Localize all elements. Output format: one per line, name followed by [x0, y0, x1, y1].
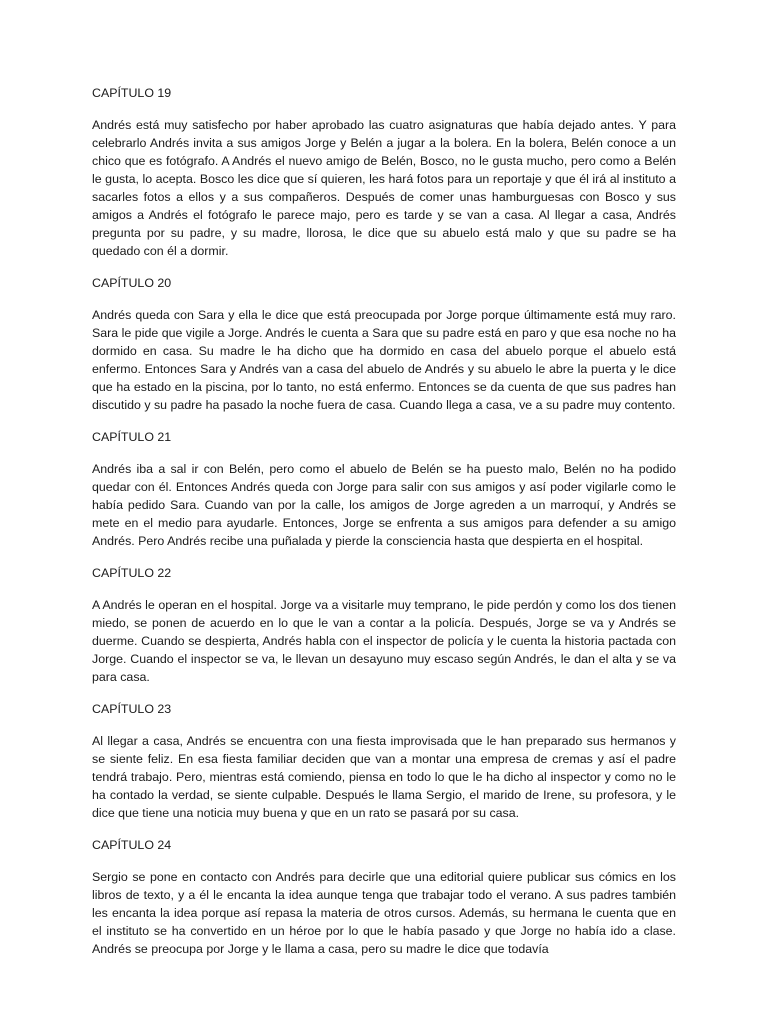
chapter-text: Andrés está muy satisfecho por haber aprobado las cuatro asignaturas que había dejado antes. Y para celebrarlo Andrés invita a sus amigos Jorge y Belén a jugar a la bolera. En la bolera, Belén conoce a un chico que es fotógrafo. A Andrés el nuevo amigo de Belén, Bosco, no le gusta mucho, pero como a Belén le gusta, lo acepta. Bosco les dice que sí quieren, les hará fotos para un reportaje y que él irá al instituto a sacarles fotos a ellos y a sus compañeros. Después de comer unas hamburguesas con Bosco y sus amigos a Andrés el fotógrafo le parece majo, pero es tarde y se van a casa. Al llegar a casa, Andrés pregunta por su padre, y su madre, llorosa, le dice que su abuelo está malo y que su padre se ha quedado con él a dormir. — [92, 118, 676, 258]
chapter-title: CAPÍTULO 22 — [92, 566, 172, 580]
chapter-24 — [92, 836, 676, 958]
chapter-title: CAPÍTULO 24 — [92, 838, 172, 852]
chapter-text: Al llegar a casa, Andrés se encuentra con una fiesta improvisada que le han preparado sus hermanos y se siente feliz. En esa fiesta familiar deciden que van a montar una empresa de cremas y así el padre tendrá trabajo. Pero, mientras está comiendo, piensa en todo lo que le ha dicho al inspector y como no le ha contado la verdad, se siente culpable. Después le llama Sergio, el marido de Irene, su profesora, y le dice que tiene una noticia muy buena y que en un rato se pasará por su casa. — [92, 734, 676, 820]
chapter-text: Andrés iba a sal ir con Belén, pero como el abuelo de Belén se ha puesto malo, Belén no ha podido quedar con él. Entonces Andrés queda con Jorge para salir con sus amigos y así poder vigilarle como le había pedido Sara. Cuando van por la calle, los amigos de Jorge agreden a un marroquí, y Andrés se mete en el medio para ayudarle. Entonces, Jorge se enfrenta a sus amigos para defender a su amigo Andrés. Pero Andrés recibe una puñalada y pierde la consciencia hasta que despierta en el hospital. — [92, 462, 676, 548]
chapter-19 — [92, 84, 676, 260]
chapter-20 — [92, 274, 676, 414]
chapter-title: CAPÍTULO 21 — [92, 430, 172, 444]
chapter-title: CAPÍTULO 20 — [92, 276, 172, 290]
chapter-title: CAPÍTULO 23 — [92, 702, 172, 716]
chapter-21 — [92, 428, 676, 550]
chapter-22 — [92, 564, 676, 686]
chapter-title: CAPÍTULO 19 — [92, 86, 172, 100]
chapter-text: Andrés queda con Sara y ella le dice que está preocupada por Jorge porque últimamente está muy raro. Sara le pide que vigile a Jorge. Andrés le cuenta a Sara que su padre está en paro y que esa noche no ha dormido en casa. Su madre le ha dicho que ha dormido en casa del abuelo porque el abuelo está enfermo. Entonces Sara y Andrés van a casa del abuelo de Andrés y su abuelo le abre la puerta y le dice que ha estado en la piscina, por lo tanto, no está enfermo. Entonces se da cuenta de que sus padres han discutido y su padre ha pasado la noche fuera de casa. Cuando llega a casa, ve a su padre muy contento. — [92, 308, 676, 412]
chapter-text: A Andrés le operan en el hospital. Jorge va a visitarle muy temprano, le pide perdón y como los dos tienen miedo, se ponen de acuerdo en lo que le van a contar a la policía. Después, Jorge se va y Andrés se duerme. Cuando se despierta, Andrés habla con el inspector de policía y le cuenta la historia pactada con Jorge. Cuando el inspector se va, le llevan un desayuno muy escaso según Andrés, le dan el alta y se va para casa. — [92, 598, 676, 684]
chapter-23 — [92, 700, 676, 822]
chapter-text: Sergio se pone en contacto con Andrés para decirle que una editorial quiere publicar sus cómics en los libros de texto, y a él le encanta la idea aunque tenga que trabajar todo el verano. A sus padres también les encanta la idea porque así repasa la materia de otros cursos. Además, su hermana le cuenta que en el instituto se ha convertido en un héroe por lo que le había pasado y que Jorge no había ido a clase. Andrés se preocupa por Jorge y le llama a casa, pero su madre le dice que todavía — [92, 870, 676, 956]
document-page — [92, 84, 676, 972]
